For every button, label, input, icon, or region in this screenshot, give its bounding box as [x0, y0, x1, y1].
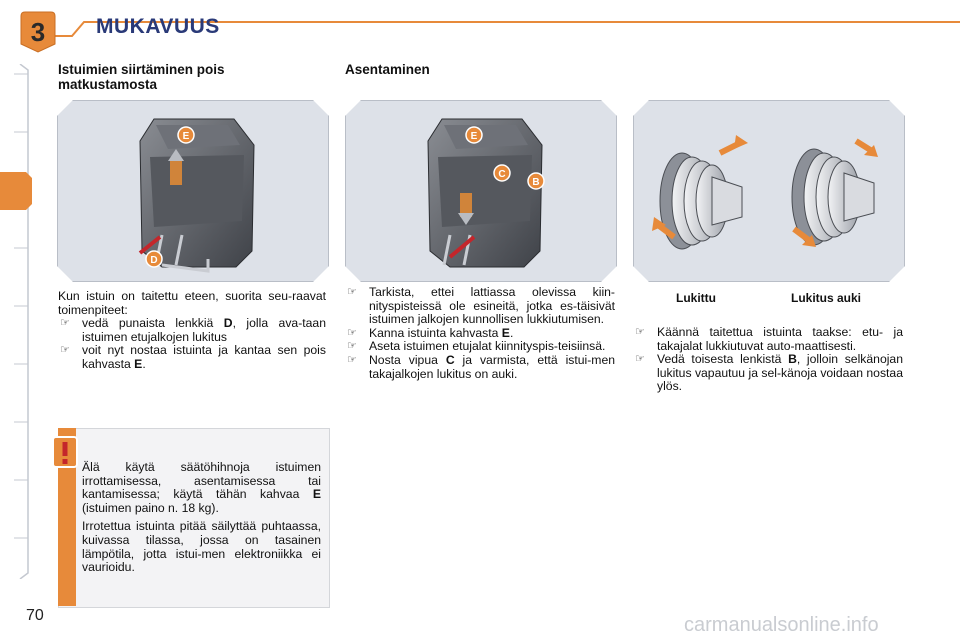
install-bullet-1: ☞ Tarkista, ettei lattiassa olevissa kiin-nityspisteissä ole esineitä, jotka es-täisivät istuimen jalkojen kunnollisen lukkiutumisen. [347, 285, 615, 327]
label-locked: Lukittu [676, 291, 716, 305]
removal-bullet-1: ☞ vedä punaista lenkkiä D, jolla ava-taan istuimen etujalkojen lukitus [60, 316, 326, 344]
chapter-number: 3 [30, 17, 46, 47]
installation-text [345, 286, 615, 381]
warning-para-2: Irrotettua istuinta pitää säilyttää puhtaassa, kuivassa tilassa, jossa on tasainen lämpötila, jotta istui-men elektroniikka ei vaurioidu. [82, 519, 321, 575]
side-chapter-tabs [0, 64, 34, 579]
watermark: carmanualsonline.info [684, 614, 879, 636]
arrow-right-icon: ☞ [347, 286, 357, 298]
arrow-right-icon: ☞ [347, 326, 357, 339]
svg-text:E: E [182, 131, 190, 142]
figure-seat-installation [345, 100, 617, 282]
install-bullet-2: ☞ Kanna istuinta kahvasta E. [347, 325, 514, 340]
arrow-right-icon: ☞ [635, 326, 645, 338]
arrow-right-icon: ☞ [347, 340, 357, 353]
fold-bullet-2: ☞ Vedä toisesta lenkistä B, jolloin selkänojan lukitus vapautuu ja sel-känoja voidaan nostaa ylös. [635, 352, 903, 394]
svg-text:B: B [532, 177, 540, 188]
arrow-right-icon: ☞ [60, 317, 70, 330]
locked-mechanism [652, 135, 748, 249]
section-title-installation: Asentaminen [345, 62, 430, 77]
install-bullet-3: ☞ Aseta istuimen etujalat kiinnityspis-teisiinsä. [347, 339, 606, 354]
page-title: MUKAVUUS [96, 15, 220, 38]
warning-para-1: Älä käytä säätöhihnoja istuimen irrottamisessa, asentamisessa tai kantamisessa; käytä tähän kahvaa E (istuimen paino n. 18 kg). [82, 460, 321, 515]
figure-lock-states [633, 100, 905, 282]
removal-bullet-2: ☞ voit nyt nostaa istuinta ja kantaa sen pois kahvasta E. [60, 343, 326, 371]
svg-text:D: D [150, 255, 158, 266]
page-number: 70 [26, 607, 44, 624]
fold-bullet-1: ☞ Käännä taitettua istuinta taakse: etu- ja takajalat lukkiutuvat auto-maattisesti. [635, 325, 903, 353]
arrow-right-icon: ☞ [60, 344, 70, 357]
removal-text [58, 290, 326, 372]
folding-text [633, 326, 903, 394]
removal-intro: Kun istuin on taitettu eteen, suorita seu-raavat toimenpiteet: [58, 289, 326, 317]
arrow-right-icon: ☞ [635, 353, 645, 366]
warning-text [82, 461, 321, 580]
svg-text:E: E [470, 131, 478, 142]
figure-seat-removal [57, 100, 329, 282]
unlocked-mechanism [792, 141, 878, 247]
chapter-badge [18, 10, 58, 54]
install-bullet-4: ☞ Nosta vipua C ja varmista, että istui-men takajalkojen lukitus on auki. [347, 352, 616, 381]
svg-text:C: C [498, 169, 506, 180]
label-unlocked: Lukitus auki [791, 291, 862, 305]
arrow-right-icon: ☞ [347, 353, 357, 366]
warning-icon [52, 436, 78, 468]
section-title-removal: Istuimien siirtäminen pois matkustamosta [58, 62, 225, 92]
active-chapter-tab [0, 172, 32, 210]
